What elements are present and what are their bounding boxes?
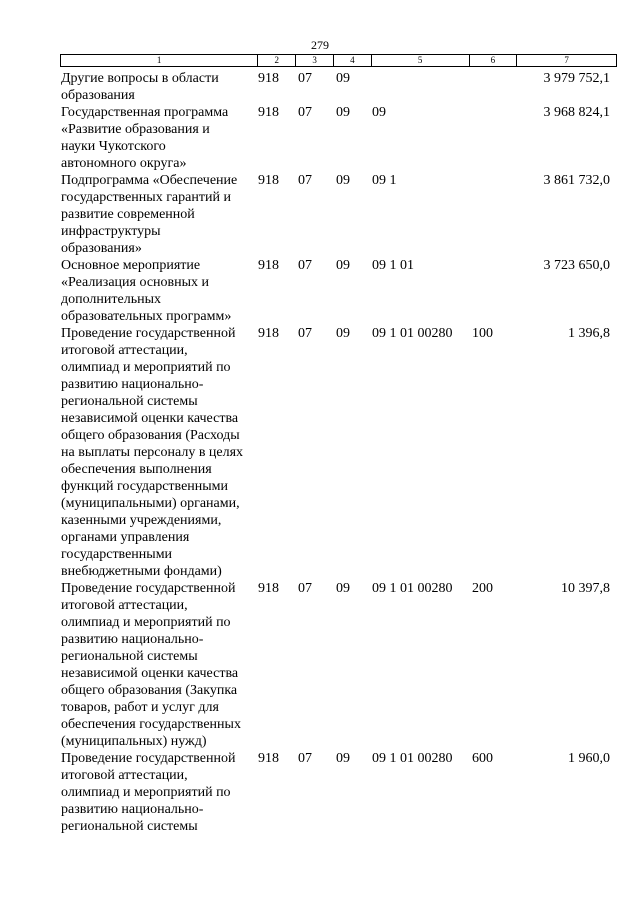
row-col6 xyxy=(470,172,518,257)
column-header-6: 6 xyxy=(470,55,518,66)
column-header-1: 1 xyxy=(61,55,258,66)
table-row xyxy=(60,750,617,835)
row-col4: 09 xyxy=(336,751,350,766)
page-number: 279 xyxy=(311,38,329,52)
table-row xyxy=(60,257,617,325)
row-col3: 07 xyxy=(298,173,312,188)
row-col4: 09 xyxy=(336,326,350,341)
row-col4: 09 xyxy=(336,105,350,120)
row-col5: 09 xyxy=(372,105,386,120)
row-col5: 09 1 01 xyxy=(372,258,414,273)
row-name: Другие вопросы в области образования xyxy=(61,71,219,103)
table-row xyxy=(60,104,617,172)
row-col4: 09 xyxy=(336,173,350,188)
row-col3: 07 xyxy=(298,581,312,596)
row-col5 xyxy=(372,70,470,104)
row-col5: 09 1 01 00280 xyxy=(372,326,453,341)
row-col6: 200 xyxy=(472,581,493,596)
row-name: Проведение государственной итоговой аттестации, олимпиад и мероприятий по развитию национально- региональной системы xyxy=(61,751,236,834)
column-header-3: 3 xyxy=(296,55,334,66)
row-col2: 918 xyxy=(258,105,279,120)
column-header-7: 7 xyxy=(564,55,569,65)
row-col4: 09 xyxy=(336,71,350,86)
table-row xyxy=(60,70,617,104)
row-amount: 3 979 752,1 xyxy=(543,71,610,86)
row-col3: 07 xyxy=(298,326,312,341)
row-col3: 07 xyxy=(298,258,312,273)
column-header-2: 2 xyxy=(258,55,296,66)
row-col6: 600 xyxy=(472,751,493,766)
table-header xyxy=(60,54,617,67)
row-amount: 3 861 732,0 xyxy=(543,173,610,188)
row-name: Проведение государственной итоговой аттестации, олимпиад и мероприятий по развитию национально- региональной системы независимой оценки качества общего образования (Расходы на выплаты персоналу в целях обеспечения выполнения функций государственными (муниципальными) органами, казенными учреждениями, органами управления государственными внебюджетными фондами) xyxy=(61,326,244,579)
row-name: Подпрограмма «Обеспечение государственных гарантий и развитие современной инфраструктуры образования» xyxy=(61,173,238,256)
row-col5: 09 1 01 00280 xyxy=(372,581,453,596)
row-col5: 09 1 01 00280 xyxy=(372,751,453,766)
row-amount: 1 960,0 xyxy=(568,751,610,766)
row-col2: 918 xyxy=(258,751,279,766)
row-name: Основное мероприятие «Реализация основных и дополнительных образовательных программ» xyxy=(61,258,232,324)
row-col6: 100 xyxy=(472,326,493,341)
row-col2: 918 xyxy=(258,258,279,273)
row-col6 xyxy=(470,70,518,104)
row-col3: 07 xyxy=(298,751,312,766)
column-header-4: 4 xyxy=(334,55,372,66)
table-row xyxy=(60,580,617,750)
row-col2: 918 xyxy=(258,71,279,86)
row-amount: 1 396,8 xyxy=(568,326,610,341)
row-col3: 07 xyxy=(298,105,312,120)
column-header-5: 5 xyxy=(372,55,470,66)
row-col6 xyxy=(470,257,518,325)
row-name: Проведение государственной итоговой аттестации, олимпиад и мероприятий по развитию национально- региональной системы независимой оценки качества общего образования (Закупка товаров, работ и услуг для обеспечения государственных (муниципальных) нужд) xyxy=(61,581,241,749)
row-col2: 918 xyxy=(258,173,279,188)
row-col2: 918 xyxy=(258,581,279,596)
row-name: Государственная программа «Развитие образования и науки Чукотского автономного округа» xyxy=(61,105,229,171)
table-row xyxy=(60,325,617,580)
table-row xyxy=(60,172,617,257)
row-col6 xyxy=(470,104,518,172)
table-body xyxy=(60,70,617,835)
row-amount: 3 968 824,1 xyxy=(543,105,610,120)
row-col5: 09 1 xyxy=(372,173,397,188)
row-amount: 10 397,8 xyxy=(561,581,610,596)
row-amount: 3 723 650,0 xyxy=(543,258,610,273)
row-col4: 09 xyxy=(336,581,350,596)
row-col3: 07 xyxy=(298,71,312,86)
row-col2: 918 xyxy=(258,326,279,341)
row-col4: 09 xyxy=(336,258,350,273)
